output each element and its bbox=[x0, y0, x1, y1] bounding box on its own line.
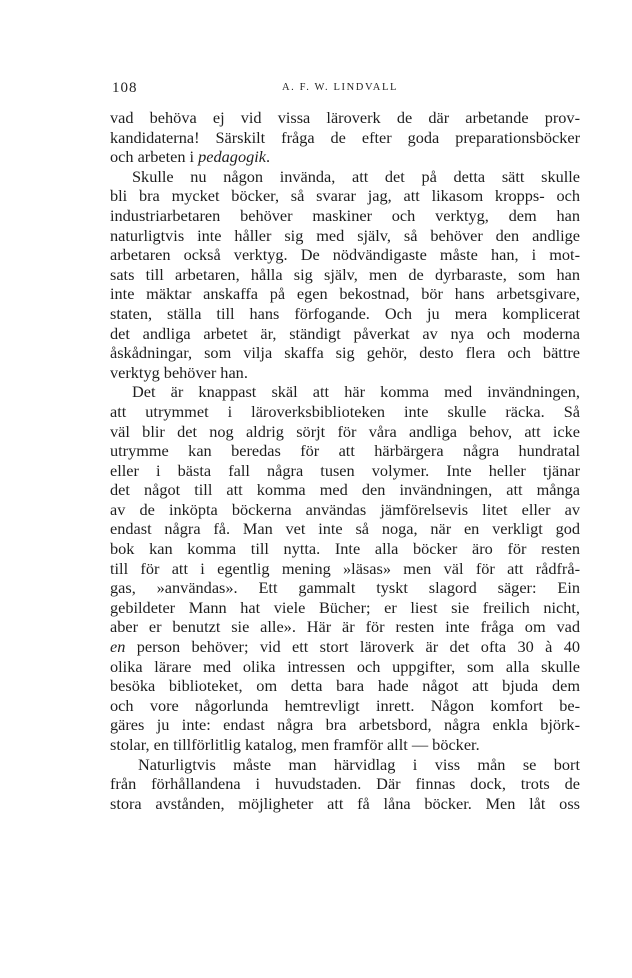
text-line: inte mäktar anskaffa på egen bekostnad, bör hans arbetsgivare, bbox=[110, 284, 580, 304]
text-line: bok kan komma till nytta. Inte alla böcker äro för resten bbox=[110, 539, 580, 559]
text-fragment: person behöver; vid ett stort läroverk är det ofta 30 à 40 bbox=[125, 637, 580, 657]
text-line: eller i bästa fall några tusen volymer. Inte heller tjänar bbox=[110, 460, 580, 480]
emphasis-text: pedagogik bbox=[198, 147, 266, 167]
text-line: och vore någorlunda hemtrevligt inrett. Någon komfort be- bbox=[110, 695, 580, 715]
text-line: utrymme kan beredas för att härbärgera några hundratal bbox=[110, 441, 580, 461]
text-line: att utrymmet i läroverksbiblioteken inte skulle räcka. Så bbox=[110, 401, 580, 421]
text-line: stora avstånden, möjligheter att få låna böcker. Men låt oss bbox=[110, 793, 580, 813]
text-line: aber er benutzt sie alle». Här är för resten inte fråga om vad bbox=[110, 617, 580, 637]
text-line: gebildeter Mann hat viele Bücher; er liest sie freilich nicht, bbox=[110, 597, 580, 617]
text-line bbox=[110, 147, 580, 167]
text-line: åskådningar, som vilja skaffa sig gehör, desto flera och bättre bbox=[110, 343, 580, 363]
paragraph-first-line: Det är knappast skäl att här komma med invändningen, bbox=[132, 382, 580, 402]
text-line: gäres ju inte: endast några bra arbetsbord, några enkla björk- bbox=[110, 715, 580, 735]
text-line: olika lärare med olika intressen och uppgifter, som alla skulle bbox=[110, 656, 580, 676]
text-line: det något till att komma med den invändningen, att många bbox=[110, 480, 580, 500]
running-head: A. F. W. LINDVALL bbox=[282, 82, 399, 93]
text-line: av de inköpta böckerna användas jämförelsevis litet eller av bbox=[110, 499, 580, 519]
text-line: det andliga arbetet är, ständigt påverkat av nya och moderna bbox=[110, 323, 580, 343]
page-header bbox=[112, 80, 580, 100]
page-number: 108 bbox=[112, 80, 138, 96]
emphasis-text: en bbox=[110, 637, 126, 657]
text-line: verktyg behöver han. bbox=[110, 362, 248, 382]
text-line: naturligtvis inte håller sig med själv, så behöver den andlige bbox=[110, 225, 580, 245]
text-line bbox=[110, 637, 580, 657]
text-line: gas, »användas». Ett gammalt tyskt slagord säger: Ein bbox=[110, 578, 580, 598]
body-text bbox=[110, 108, 580, 813]
text-line: besöka biblioteket, om detta bara hade något att bjuda dem bbox=[110, 676, 580, 696]
text-line: endast några få. Man vet inte så noga, när en verkligt god bbox=[110, 519, 580, 539]
text-line: arbetaren också verktyg. De nödvändigaste måste han, i mot- bbox=[110, 245, 580, 265]
text-line: industriarbetaren behöver maskiner och verktyg, dem han bbox=[110, 205, 580, 225]
text-fragment: och arbeten i bbox=[110, 147, 199, 167]
text-line: kandidaterna! Särskilt fråga de efter goda preparationsböcker bbox=[110, 127, 580, 147]
text-line: sats till arbetaren, hålla sig själv, men de dyrbaraste, som han bbox=[110, 264, 580, 284]
text-line: stolar, en tillförlitlig katalog, men framför allt — böcker. bbox=[110, 735, 480, 754]
text-line: väl blir det nog aldrig sörjt för våra andliga behov, att icke bbox=[110, 421, 580, 441]
text-line: staten, ställa till hans förfogande. Och ju mera komplicerat bbox=[110, 303, 580, 323]
text-line: vad behöva ej vid vissa läroverk de där arbetande prov- bbox=[110, 108, 580, 127]
paragraph-first-line: Naturligtvis måste man härvidlag i viss mån se bort bbox=[138, 754, 580, 774]
paragraph-first-line: Skulle nu någon invända, att det på detta sätt skulle bbox=[132, 166, 580, 186]
text-fragment: . bbox=[265, 147, 271, 167]
text-line: bli bra mycket böcker, så svarar jag, att likasom kropps- och bbox=[110, 186, 580, 206]
text-line: från förhållandena i huvudstaden. Där finnas dock, trots de bbox=[110, 774, 580, 794]
text-line: till för att i egentlig mening »läsas» men väl för att rådfrå- bbox=[110, 558, 580, 578]
